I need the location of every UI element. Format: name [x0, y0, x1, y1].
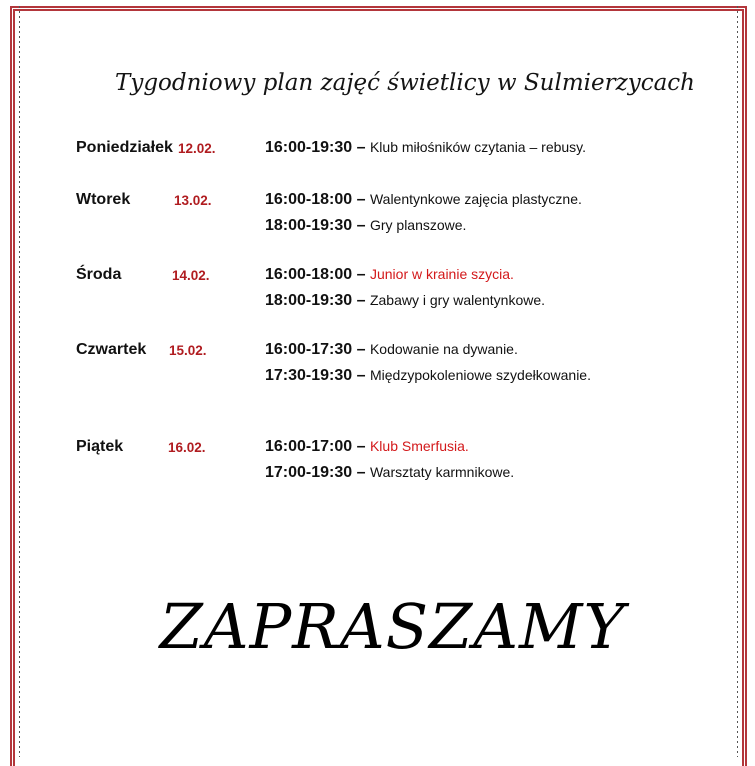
schedule-title: Tygodniowy plan zajęć świetlicy w Sulmierzycach	[114, 70, 695, 96]
session-dash: –	[352, 367, 370, 384]
session-time: 17:30-19:30	[265, 367, 353, 384]
session-time: 18:00-19:30	[265, 292, 353, 309]
session-dash: –	[352, 191, 370, 208]
session-entry	[265, 341, 518, 359]
day-label: Piątek	[76, 438, 124, 455]
schedule-row-tuesday	[0, 191, 755, 213]
schedule-row-tuesday-2	[0, 217, 755, 239]
date-label: 12.02.	[178, 141, 216, 156]
session-entry	[265, 367, 591, 385]
schedule-row-thursday-2	[0, 367, 755, 389]
date-label: 13.02.	[174, 193, 212, 208]
schedule-row-wednesday-2	[0, 292, 755, 314]
date-label: 15.02.	[169, 343, 207, 358]
session-entry	[265, 139, 586, 157]
session-time: 16:00-17:30	[265, 341, 353, 358]
session-entry	[265, 292, 545, 310]
session-activity: Międzypokoleniowe szydełkowanie.	[369, 367, 591, 383]
session-activity: Kodowanie na dywanie.	[369, 341, 518, 357]
session-entry	[265, 464, 514, 482]
session-activity: Klub Smerfusia.	[369, 438, 469, 454]
session-entry	[265, 217, 466, 235]
session-dash: –	[352, 292, 370, 309]
schedule-row-monday	[0, 139, 755, 161]
schedule-row-thursday	[0, 341, 755, 363]
day-label: Czwartek	[76, 341, 147, 358]
session-time: 18:00-19:30	[265, 217, 353, 234]
day-label: Poniedziałek	[76, 139, 173, 156]
session-entry	[265, 191, 582, 209]
session-activity: Zabawy i gry walentynkowe.	[369, 292, 546, 308]
session-time: 16:00-19:30	[265, 139, 353, 156]
session-dash: –	[352, 464, 370, 481]
session-time: 16:00-17:00	[265, 438, 353, 455]
session-dash: –	[352, 266, 370, 283]
session-entry	[265, 438, 469, 456]
schedule-row-wednesday	[0, 266, 755, 288]
session-activity: Gry planszowe.	[369, 217, 467, 233]
session-activity: Walentynkowe zajęcia plastyczne.	[369, 191, 582, 207]
session-activity: Warsztaty karmnikowe.	[369, 464, 515, 480]
session-time: 17:00-19:30	[265, 464, 353, 481]
session-entry	[265, 266, 514, 284]
session-activity: Klub miłośników czytania – rebusy.	[369, 139, 587, 155]
session-activity: Junior w krainie szycia.	[369, 266, 514, 282]
date-label: 16.02.	[168, 440, 206, 455]
session-dash: –	[352, 438, 370, 455]
session-dash: –	[352, 217, 370, 234]
session-time: 16:00-18:00	[265, 191, 353, 208]
session-dash: –	[352, 341, 370, 358]
schedule-row-friday-2	[0, 464, 755, 486]
invitation-text: ZAPRASZAMY	[159, 590, 626, 663]
session-dash: –	[352, 139, 370, 156]
schedule-row-friday	[0, 438, 755, 460]
day-label: Wtorek	[76, 191, 131, 208]
day-label: Środa	[76, 266, 122, 283]
date-label: 14.02.	[172, 268, 210, 283]
session-time: 16:00-18:00	[265, 266, 353, 283]
